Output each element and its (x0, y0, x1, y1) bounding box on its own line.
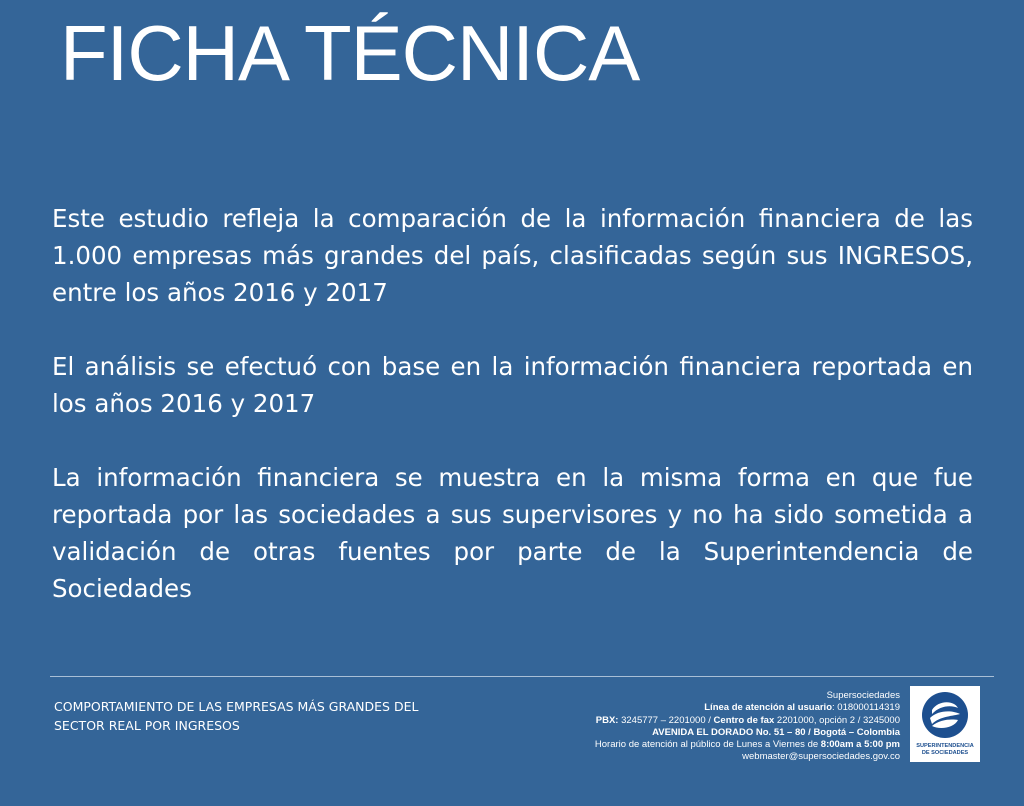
contact-email[interactable]: webmaster@supersociedades.gov.co (742, 751, 900, 763)
page-title: FICHA TÉCNICA (60, 9, 640, 97)
paragraph-analysis-basis: El análisis se efectuó con base en la información financiera reportada en los años 2016 y 2017 (52, 352, 973, 418)
paragraph-data-disclaimer: La información financiera se muestra en la misma forma en que fue reportada por las sociedades a sus supervisores y no ha sido sometida a validación de otras fuentes por parte de la Superintendencia de Sociedades (52, 463, 973, 603)
footer-report-title: COMPORTAMIENTO DE LAS EMPRESAS MÁS GRANDES DEL SECTOR REAL POR INGRESOS (54, 699, 419, 733)
supersociedades-logo (910, 686, 980, 762)
helpline: Línea de atención al usuario: 018000114319 (704, 702, 900, 714)
technical-sheet-body (52, 200, 973, 644)
phone-fax: PBX: 3245777 – 2201000 / Centro de fax 2201000, opción 2 / 3245000 (595, 714, 900, 726)
footer-contact-info (595, 690, 900, 764)
logo-emblem-icon (910, 686, 980, 742)
logo-text-line2: DE SOCIEDADES (921, 750, 969, 756)
logo-text-line1: SUPERINTENDENCIA (916, 743, 974, 749)
address: AVENIDA EL DORADO No. 51 – 80 / Bogotá – Colombia (652, 726, 900, 738)
office-hours: Horario de atención al público de Lunes a Viernes de 8:00am a 5:00 pm (594, 739, 900, 751)
org-name: Supersociedades (826, 690, 900, 701)
paragraph-study-scope: Este estudio refleja la comparación de la información financiera de las 1.000 empresas más grandes del país, clasificadas según sus INGRESOS, entre los años 2016 y 2017 (52, 204, 973, 307)
footer-divider (50, 676, 994, 677)
